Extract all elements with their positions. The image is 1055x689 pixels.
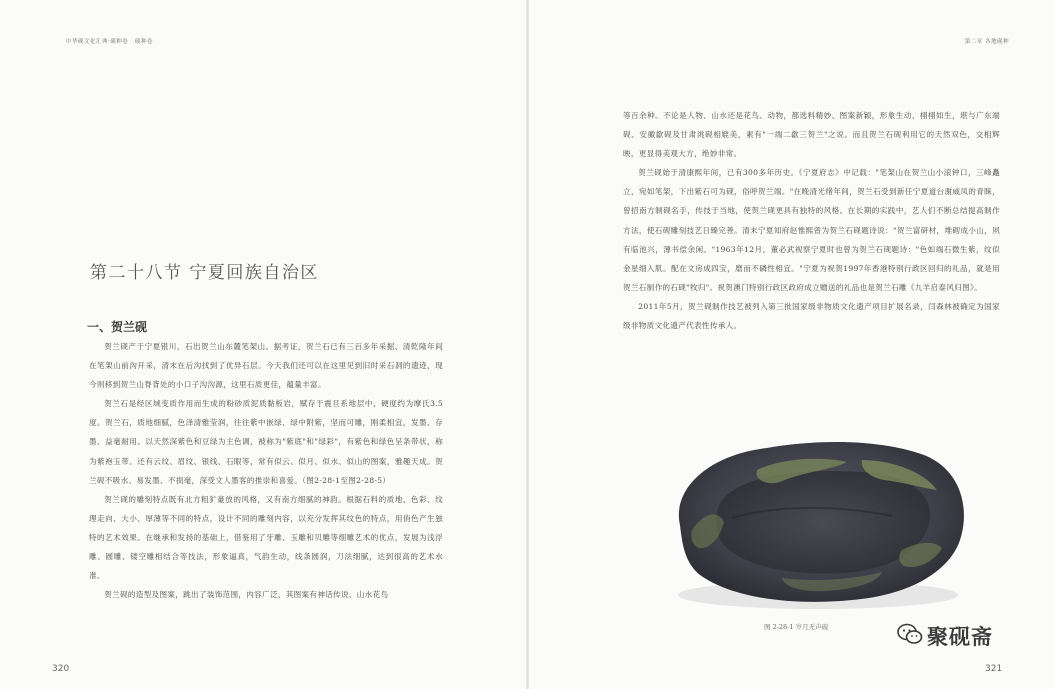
paragraph: 贺兰砚的造型及图案，跳出了装饰范围，内容广泛，其图案有神话传说、山水花鸟 xyxy=(104,590,389,600)
right-body-text xyxy=(623,106,1000,335)
watermark-text: 聚砚斋 xyxy=(927,625,993,649)
paragraph: 2011年5月，贺兰砚制作技艺被列入第三批国家级非物质文化遗产项目扩展名录，闫森林被确定为国家级非物质文化遗产代表性传承人。 xyxy=(623,301,1000,331)
watermark xyxy=(897,621,993,651)
section-title: 第二十八节 宁夏回族自治区 xyxy=(90,263,319,283)
paragraph: 贺兰砚始于清康熙年间，已有300多年历史。《宁夏府志》中记载："笔架山在贺兰山小滚钟口，三峰矗立，宛如笔架，下出紫石可为砚，俗呼贺兰端。"在晚清光绪年间，贺兰石受到新任宁夏道台谢威凤的青睐，曾招南方制砚名手，传技于当地，使贺兰砚更具有独特的风格。在长期的实践中，艺人们不断总结提高制作方法，使石砚雕刻技艺日臻完善。清末宁夏知府赵惟熙曾为贺兰石砚题诗说："贺兰富研材，堆砌成小山，夙有临池兴，薄书偿余闲。"1963年12月，董必武视察宁夏时也曾为贺兰石砚题诗："色如端石微生紫，纹似金星细入肌。配在文房成四宝，磨而不磷性相宜。"宁夏为祝贺1997年香港特别行政区回归的礼品，就是用贺兰石制作的石砚"牧归"。祝贺澳门特别行政区政府成立赠送的礼品也是贺兰石雕《九羊启泰风归图》。 xyxy=(623,168,1000,292)
inkstone-photo xyxy=(662,430,972,615)
sub-heading: 一、贺兰砚 xyxy=(87,320,148,334)
book-gutter xyxy=(526,0,529,689)
paragraph: 贺兰石是经区域变质作用而生成的粉砂质泥质黏板岩，赋存于震旦系地层中，硬度约为摩氏3.5度。贺兰石，质地细腻，色泽清雅莹润，往往紫中嵌绿、绿中附紫，坚而可雕，刚柔相宜，发墨、存墨、益毫耐用。以天然深紫色和豆绿为主色调，被称为"紫底"和"绿彩"，有紫色和绿色呈条带状，称为紫袍玉带。还有云纹、眉纹、银线、石眼等，常有似云、似月、似水、似山的图案，雅趣天成。贺兰砚不吸水、易发墨、不损毫，深受文人墨客的推崇和喜爱。（图2-28-1至图2-28-5） xyxy=(89,399,443,485)
paragraph: 贺兰砚的雕刻特点既有北方粗犷豪放的风格，又有南方细腻的神韵。根据石料的质地、色彩、纹理走向、大小、厚薄等不同的特点，设计不同的雕刻内容，以充分发挥其纹色的特点，用俏色产生独特的艺术效果。在继承和发扬的基础上，借鉴用了牙雕、玉雕和贝雕等细雕艺术的优点，发展为浅浮雕、圆雕、镂空雕相结合等技法，形象逼真，气韵生动，线条圆润，刀法细腻，达到很高的艺术水准。 xyxy=(89,494,443,581)
figure-caption: 图 2-28-1 岁月无声砚 xyxy=(764,623,829,631)
paragraph: 贺兰砚产于宁夏银川，石出贺兰山东麓笔架山。据考证，贺兰石已有三百多年采掘、清乾隆年间在笔架山前沟开采，清末在后沟找到了优异石层。今天我们还可以在这里见到旧时采石洞的遗迹，现今则移到贺兰山脊背处的小口子沟沟源，这里石质更佳，蕴量丰富。 xyxy=(89,342,443,390)
page-number-right: 321 xyxy=(985,664,1003,674)
left-body-text xyxy=(89,337,443,604)
paragraph: 等百余种。不论是人物、山水还是花鸟、动物，都选料精妙、图案新颖，形象生动、栩栩如生，堪与广东端砚、安徽歙砚及甘肃洮砚相媲美，素有"一端二歙三贺兰"之说。而且贺兰石砚利用它的天然双色，交相辉映，更显得美观大方，绝妙非常。 xyxy=(623,111,1000,159)
page-number-left: 320 xyxy=(52,664,70,674)
running-header-left-text: 中华砚文化汇典·砚种卷 xyxy=(66,39,129,45)
running-header-left-extra: 砚种卷 xyxy=(135,39,154,45)
wechat-icon xyxy=(897,623,923,649)
running-header-left xyxy=(66,37,153,45)
running-header-right: 第二章 各地砚种 xyxy=(964,39,1009,45)
